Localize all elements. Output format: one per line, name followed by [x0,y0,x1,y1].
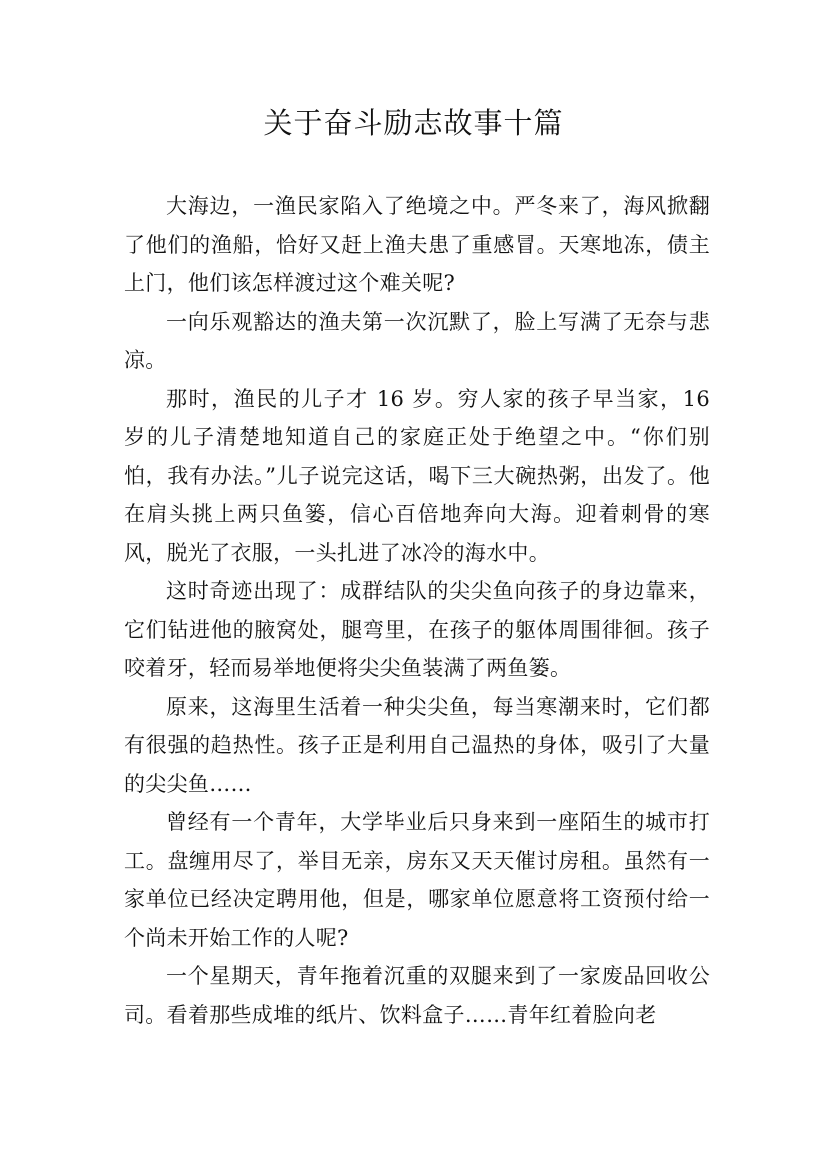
paragraph: 原来，这海里生活着一种尖尖鱼，每当寒潮来时，它们都有很强的趋热性。孩子正是利用自己温热的身体，吸引了大量的尖尖鱼…… [124,694,710,796]
paragraph: 曾经有一个青年，大学毕业后只身来到一座陌生的城市打工。盘缠用尽了，举目无亲，房东又天天催讨房租。虽然有一家单位已经决定聘用他，但是，哪家单位愿意将工资预付给一个尚未开始工作的人呢? [124,810,710,950]
paragraph: 那时，渔民的儿子才 16 岁。穷人家的孩子早当家，16 岁的儿子清楚地知道自己的家庭正处于绝望之中。“你们别怕，我有办法。”儿子说完这话，喝下三大碗热粥，出发了。他在肩头挑上两只鱼篓，信心百倍地奔向大海。迎着刺骨的寒风，脱光了衣服，一头扎进了冰冷的海水中。 [124,386,710,565]
paragraph: 一个星期天，青年拖着沉重的双腿来到了一家废品回收公司。看着那些成堆的纸片、饮料盒子……青年红着脸向老 [124,964,710,1027]
paragraph: 大海边，一渔民家陷入了绝境之中。严冬来了，海风掀翻了他们的渔船，恰好又赶上渔夫患了重感冒。天寒地冻，债主上门，他们该怎样渡过这个难关呢? [124,194,710,295]
paragraph: 一向乐观豁达的渔夫第一次沉默了，脸上写满了无奈与悲凉。 [124,309,710,372]
document-body [124,187,710,1034]
document-title: 关于奋斗励志故事十篇 [263,106,564,140]
paragraph: 这时奇迹出现了：成群结队的尖尖鱼向孩子的身边靠来，它们钻进他的腋窝处，腿弯里，在孩子的躯体周围徘徊。孩子咬着牙，轻而易举地便将尖尖鱼装满了两鱼篓。 [124,579,710,680]
